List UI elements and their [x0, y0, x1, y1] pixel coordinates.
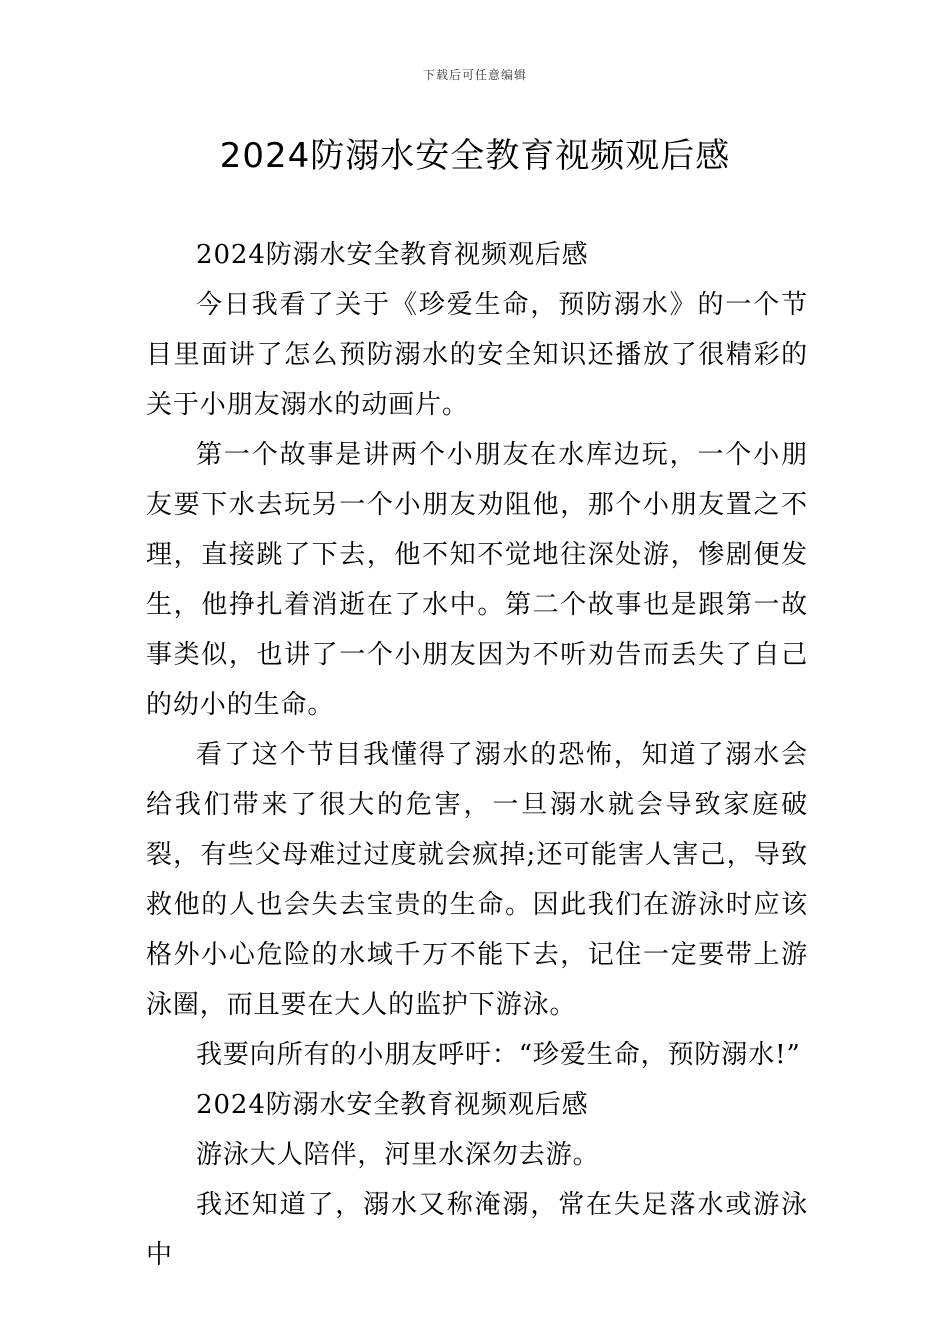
- paragraph-subtitle: 2024防溺水安全教育视频观后感: [196, 240, 589, 270]
- paragraph-subtitle: 2024防溺水安全教育视频观后感: [196, 1090, 589, 1120]
- paragraph: 第一个故事是讲两个小朋友在水库边玩，一个小朋友要下水去玩另一个小朋友劝阻他，那个小朋友置之不理，直接跳了下去，他不知不觉地往深处游，惨剧便发生，他挣扎着消逝在了水中。第二个故事也是跟第一故事类似，也讲了一个小朋友因为不听劝告而丢失了自己的幼小的生命。: [146, 440, 808, 720]
- document-title: 2024防溺水安全教育视频观后感: [219, 136, 731, 176]
- paragraph: 看了这个节目我懂得了溺水的恐怖，知道了溺水会给我们带来了很大的危害，一旦溺水就会导致家庭破裂，有些父母难过过度就会疯掉;还可能害人害己，导致救他的人也会失去宝贵的生命。因此我们在游泳时应该格外小心危险的水域千万不能下去，记住一定要带上游泳圈，而且要在大人的监护下游泳。: [146, 740, 808, 1020]
- paragraph: 游泳大人陪伴，河里水深勿去游。: [196, 1140, 600, 1170]
- document-body: [146, 230, 808, 1280]
- paragraph: 今日我看了关于《珍爱生命，预防溺水》的一个节目里面讲了怎么预防溺水的安全知识还播放了很精彩的关于小朋友溺水的动画片。: [146, 290, 808, 420]
- paragraph: 我还知道了，溺水又称淹溺，常在失足落水或游泳中: [146, 1190, 808, 1270]
- header-note: 下载后可任意编辑: [422, 68, 527, 82]
- paragraph: 我要向所有的小朋友呼吁：“珍爱生命，预防溺水!”: [196, 1040, 801, 1070]
